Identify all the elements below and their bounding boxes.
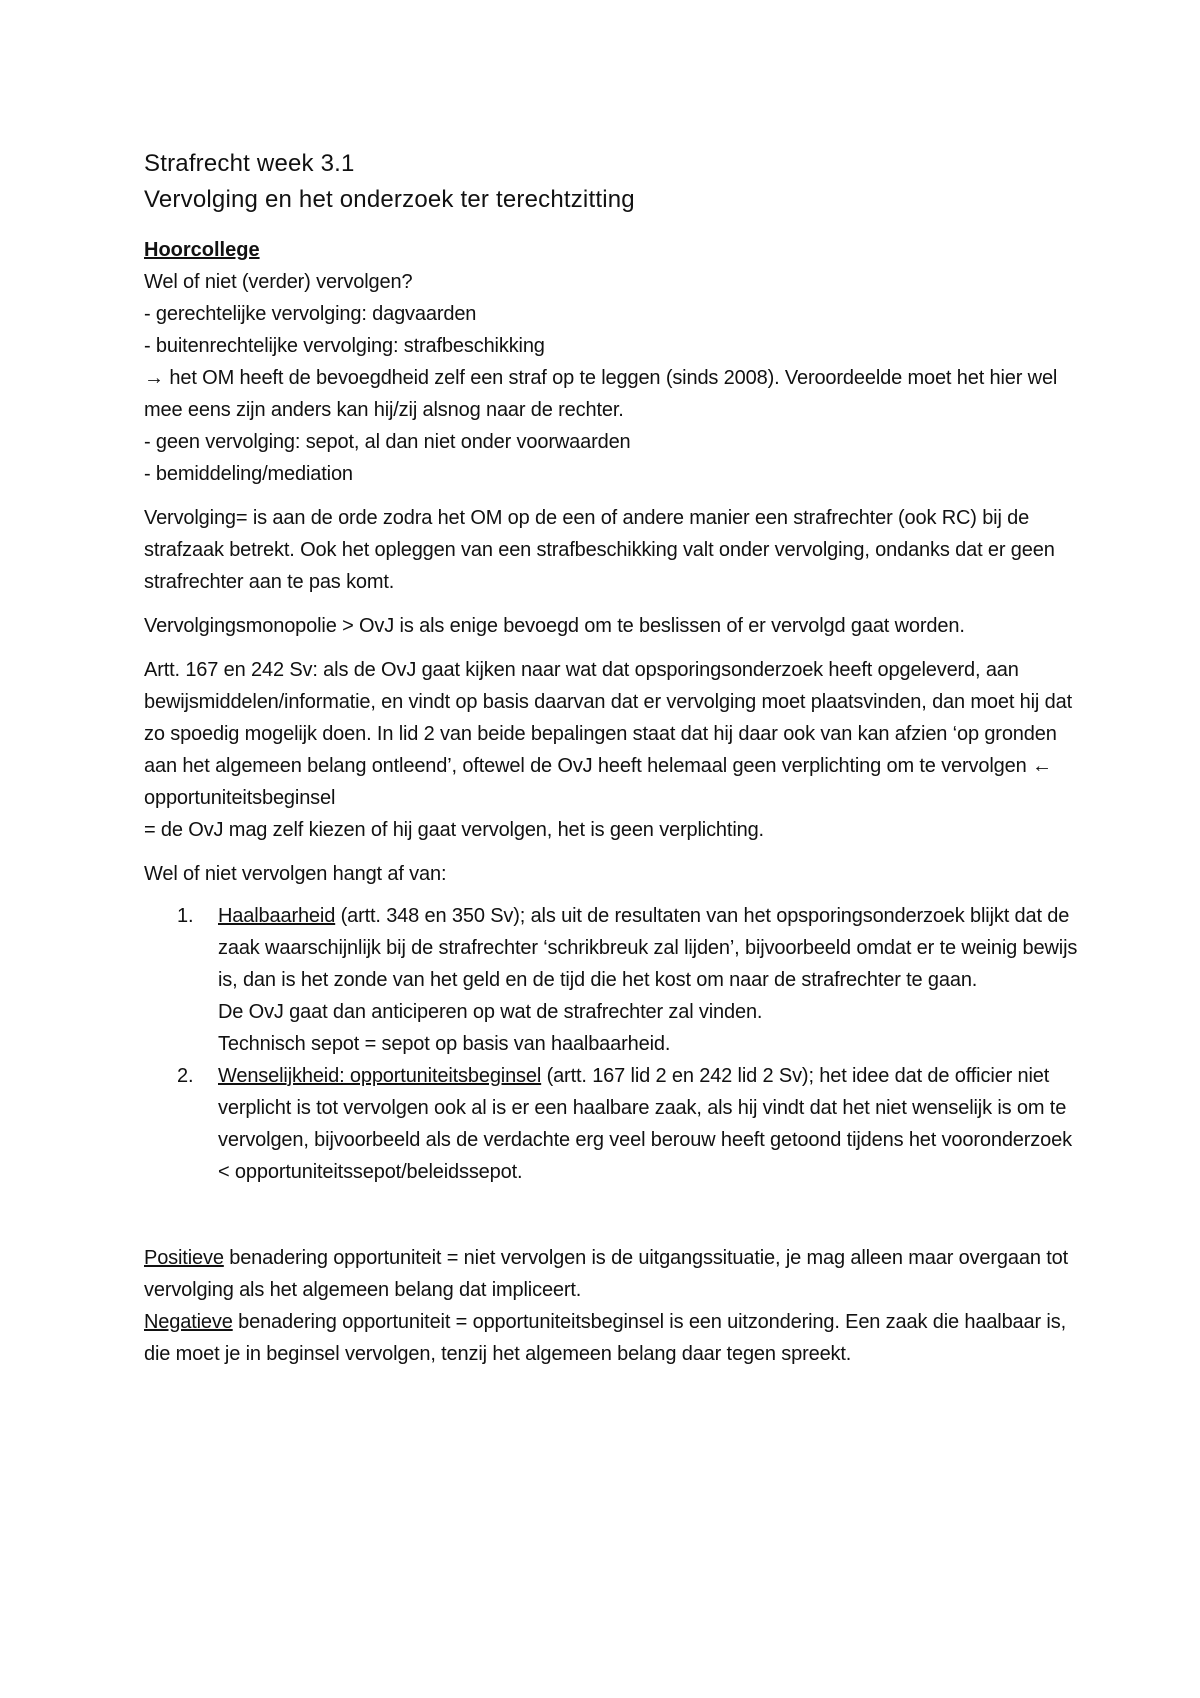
numbered-list — [144, 900, 1080, 1188]
paragraph-vervolging: Vervolging= is aan de orde zodra het OM op de een of andere manier een strafrechter (ook RC) bij de strafzaak betrekt. Ook het opleggen van een strafbeschikking valt onder vervolging, ondanks dat er geen strafrechter aan te pas komt. — [144, 507, 1055, 593]
list-term: Haalbaarheid — [218, 905, 336, 927]
intro-line: - bemiddeling/mediation — [144, 463, 353, 485]
list-term: Wenselijkheid: opportuniteitsbeginsel — [218, 1065, 542, 1087]
document-title: Strafrecht week 3.1 — [144, 150, 355, 177]
right-arrow-icon: → — [144, 367, 164, 389]
arrow-paragraph — [144, 362, 1080, 426]
list-number: 2. — [177, 1065, 194, 1087]
document-subtitle: Vervolging en het onderzoek ter terechtzitting — [144, 186, 635, 213]
paragraph-positieve — [144, 1242, 1080, 1306]
list-extra-line: Technisch sepot = sepot op basis van haalbaarheid. — [218, 1033, 671, 1055]
term-negatieve: Negatieve — [144, 1311, 233, 1333]
term-positieve: Positieve — [144, 1247, 224, 1269]
paragraph-positieve-text: benadering opportuniteit = niet vervolgen is de uitgangssituatie, je mag alleen maar overgaan tot vervolging als het algemeen belang dat impliceert. — [144, 1247, 1068, 1301]
list-text: (artt. 348 en 350 Sv); als uit de resultaten van het opsporingsonderzoek blijkt dat de zaak waarschijnlijk bij de strafrechter ‘schrikbreuk zal lijden’, bijvoorbeeld omdat er te weinig bewijs is, dan is het zonde van het geld en de tijd die het kost om naar de strafrechter te gaan. — [218, 905, 1078, 991]
list-text: (artt. 167 lid 2 en 242 lid 2 Sv); het idee dat de officier niet verplicht is tot vervolgen ook al is er een haalbare zaak, als hij vindt dat het niet wenselijk is om te vervolgen, bijvoorbeeld als de verdachte erg veel berouw heeft getoond tijdens het vooronderzoek < opportuniteitssepot/beleidssepot. — [218, 1065, 1072, 1183]
intro-line: - geen vervolging: sepot, al dan niet onder voorwaarden — [144, 431, 631, 453]
intro-line: Wel of niet (verder) vervolgen? — [144, 271, 413, 293]
paragraph-monopolie: Vervolgingsmonopolie > OvJ is als enige bevoegd om te beslissen of er vervolgd gaat worden. — [144, 615, 965, 637]
paragraph-artikelen-text: Artt. 167 en 242 Sv: als de OvJ gaat kijken naar wat dat opsporingsonderzoek heeft opgeleverd, aan bewijsmiddelen/informatie, en vindt op basis daarvan dat er vervolging moet plaatsvinden, dan moet hij dat zo spoedig mogelijk doen. In lid 2 van beide bepalingen staat dat hij daar ook van kan afzien ‘op gronden aan het algemeen belang ontleend’, oftewel de OvJ heeft helemaal geen verplichting om te vervolgen — [144, 659, 1072, 777]
paragraph-hangt-af: Wel of niet vervolgen hangt af van: — [144, 863, 447, 885]
list-extra-line: De OvJ gaat dan anticiperen op wat de strafrechter zal vinden. — [218, 1001, 763, 1023]
paragraph-negatieve-text: benadering opportuniteit = opportuniteitsbeginsel is een uitzondering. Een zaak die haalbaar is, die moet je in beginsel vervolgen, tenzij het algemeen belang daar tegen spreekt. — [144, 1311, 1066, 1365]
paragraph-negatieve — [144, 1306, 1080, 1370]
list-item — [144, 1060, 1080, 1188]
intro-line: - buitenrechtelijke vervolging: strafbeschikking — [144, 335, 545, 357]
list-item — [144, 900, 1080, 1060]
intro-line: - gerechtelijke vervolging: dagvaarden — [144, 303, 477, 325]
term-opportuniteitsbeginsel: opportuniteitsbeginsel — [144, 787, 336, 809]
definition-line: = de OvJ mag zelf kiezen of hij gaat vervolgen, het is geen verplichting. — [144, 819, 764, 841]
list-number: 1. — [177, 905, 194, 927]
paragraph-artikelen — [144, 654, 1080, 846]
left-arrow-icon: ← — [1031, 755, 1052, 777]
section-heading-hoorcollege: Hoorcollege — [144, 239, 260, 261]
arrow-paragraph-text: het OM heeft de bevoegdheid zelf een straf op te leggen (sinds 2008). Veroordeelde moet het hier wel mee eens zijn anders kan hij/zij alsnog naar de rechter. — [144, 367, 1058, 421]
